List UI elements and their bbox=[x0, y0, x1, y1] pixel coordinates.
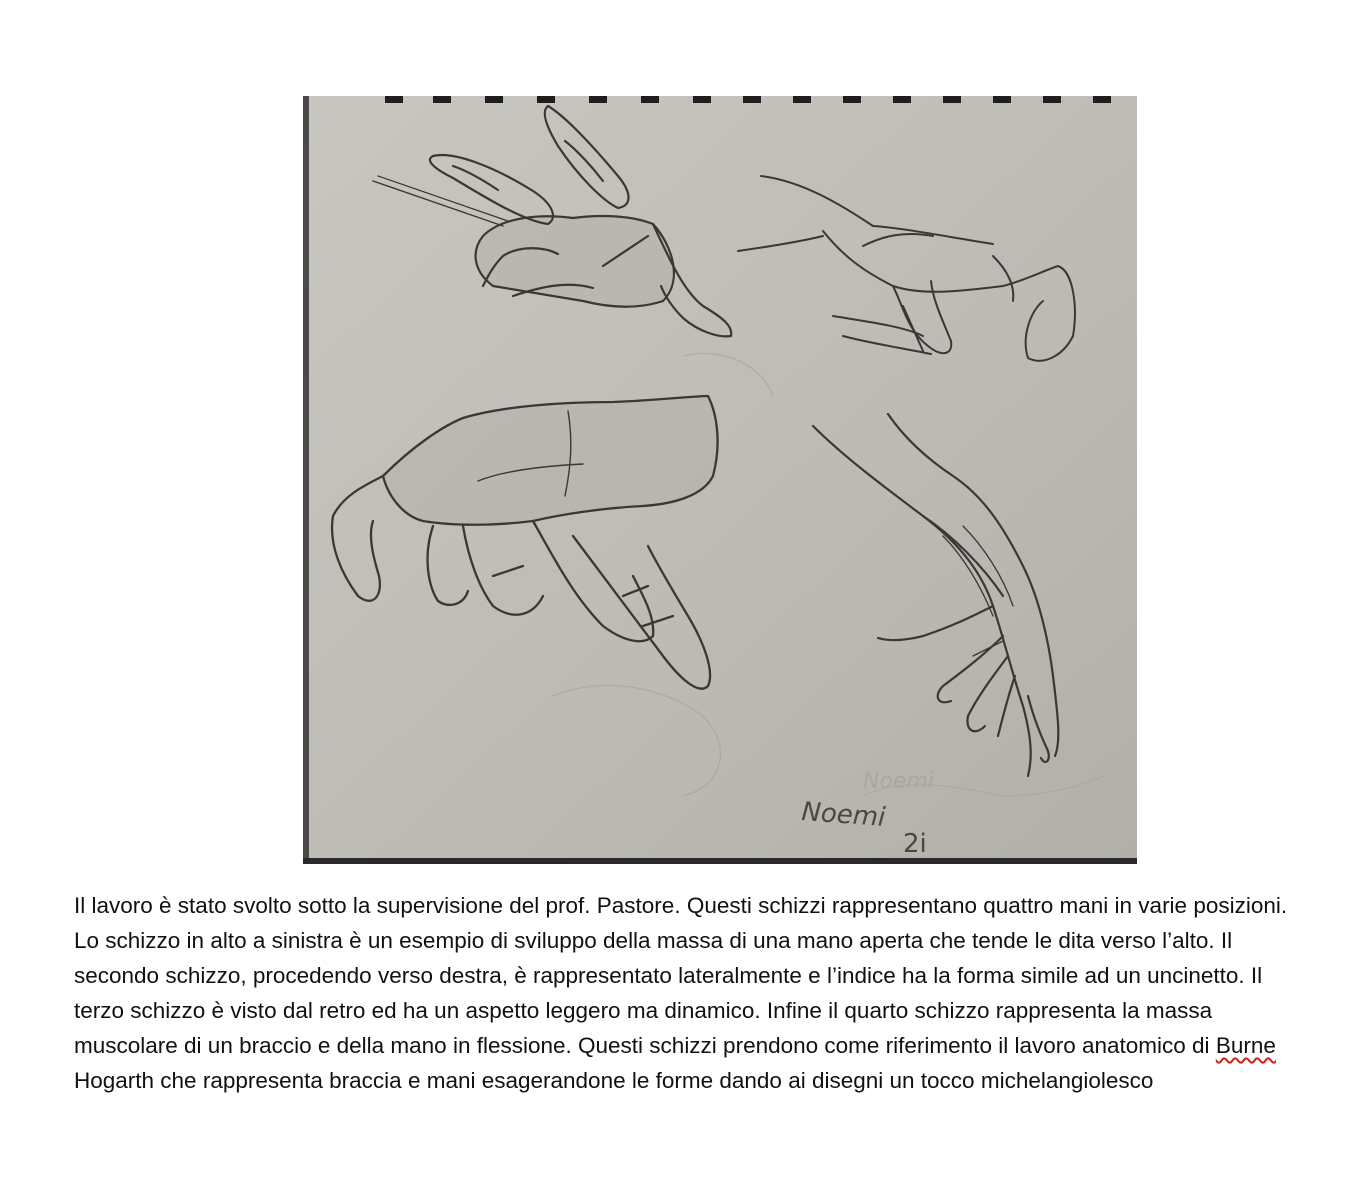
sketchbook-photo bbox=[303, 96, 1137, 864]
svg-text:Noemi: Noemi bbox=[863, 769, 934, 794]
svg-text:Noemi: Noemi bbox=[800, 797, 887, 833]
faded-signature bbox=[863, 769, 934, 794]
spiral-binding bbox=[385, 96, 1111, 103]
svg-text:2i: 2i bbox=[903, 829, 927, 859]
caption-text-part1: Il lavoro è stato svolto sotto la supervisione del prof. Pastore. Questi schizzi rappresentano quattro mani in varie posizioni. Lo schizzo in alto a sinistra è un esempio di sviluppo della massa di una mano aperta che tende le dita verso l’alto. Il secondo schizzo, procedendo verso destra, è rappresentato lateralmente e l’indice ha la forma simile ad un uncinetto. Il terzo schizzo è visto dal retro ed ha un aspetto leggero ma dinamico. Infine il quarto schizzo rappresenta la massa muscolare di un braccio e della mano in flessione. Questi schizzi prendono come riferimento il lavoro anatomico di bbox=[74, 893, 1288, 1058]
description-paragraph bbox=[74, 888, 1304, 1098]
pencil-hand-sketches bbox=[303, 96, 1137, 864]
spellcheck-word[interactable]: Burne bbox=[1215, 1033, 1276, 1058]
caption-text-part2: Hogarth che rappresenta braccia e mani esagerandone le forme dando ai disegni un tocco michelangiolesco bbox=[74, 1068, 1154, 1093]
